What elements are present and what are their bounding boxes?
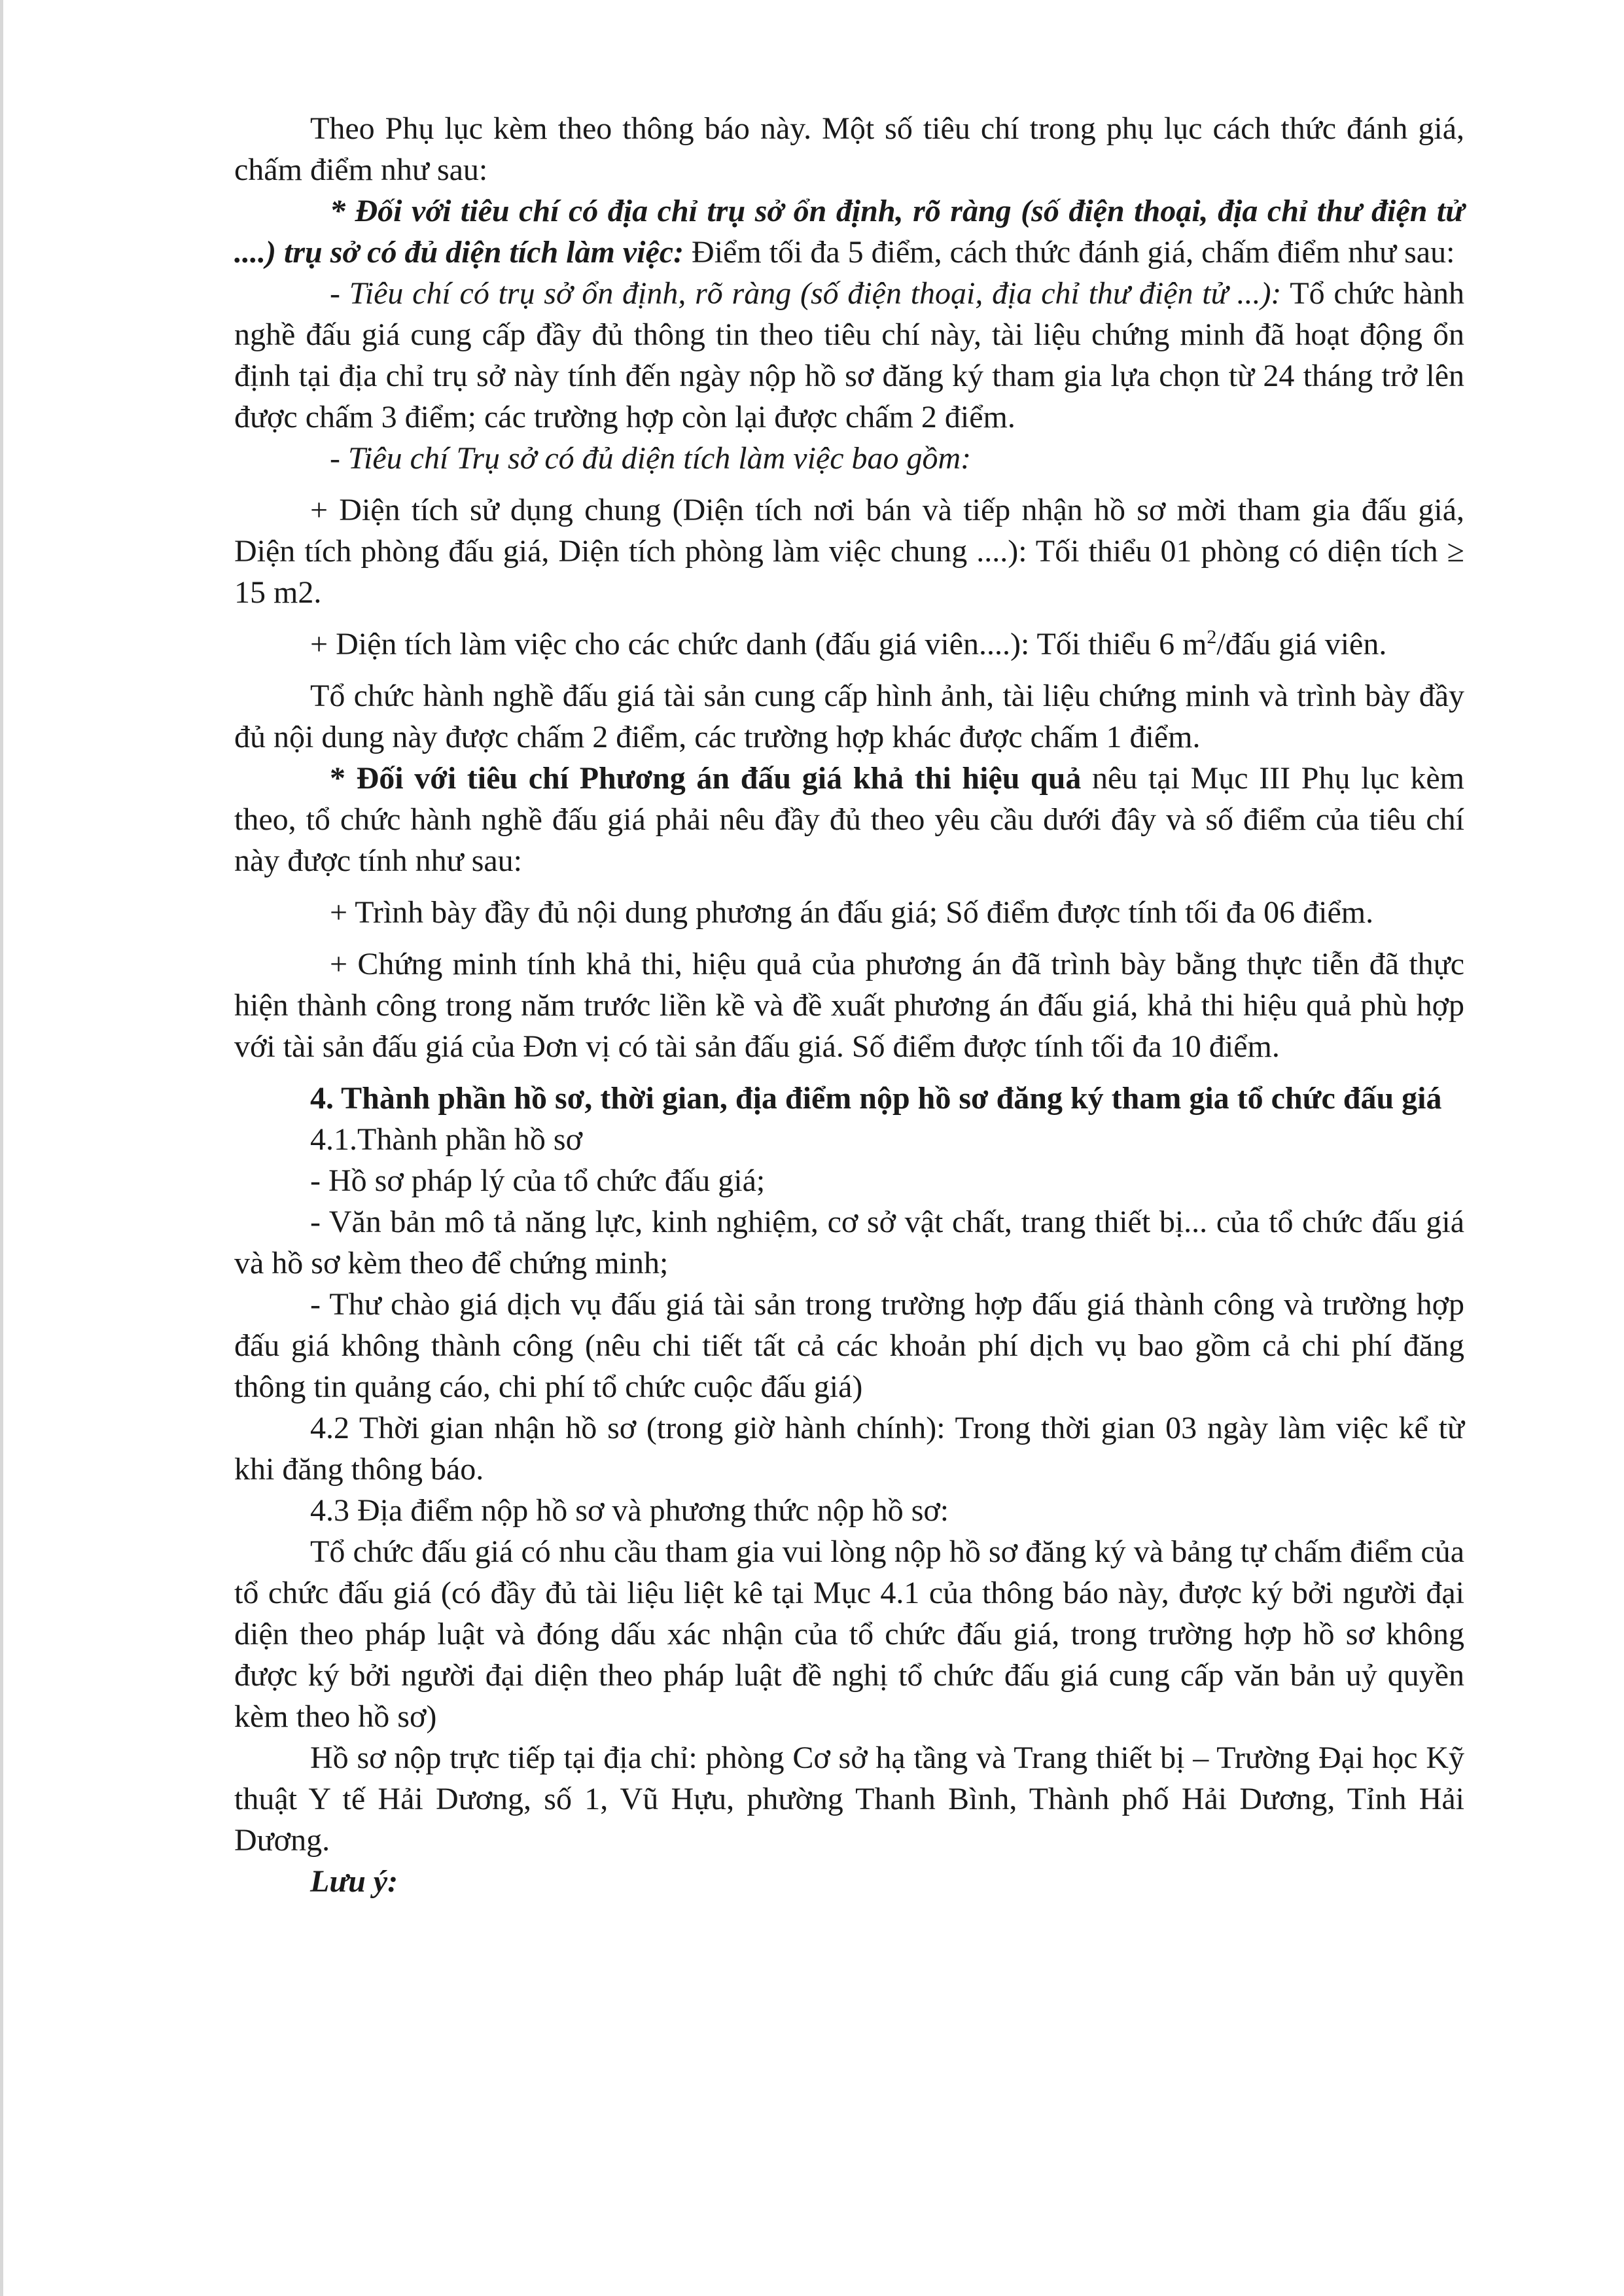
shared-area-item: + Diện tích sử dụng chung (Diện tích nơi bán và tiếp nhận hồ sơ mời tham gia đấu giá, Diện tích phòng đấu giá, Diện tích phòng làm việc chung ....): Tối thiểu 01 phòng có diện tích ≥ 15 m2. (234, 493, 1464, 610)
stable-office-heading: - Tiêu chí có trụ sở ổn định, rõ ràng (số điện thoại, địa chỉ thư điện tử ...): (330, 276, 1282, 311)
staff-area-text-b: /đấu giá viên. (1216, 627, 1387, 662)
office-scoring-paragraph: Tổ chức hành nghề đấu giá tài sản cung cấp hình ảnh, tài liệu chứng minh và trình bày đầy đủ nội dung này được chấm 2 điểm, các trường hợp khác được chấm 1 điểm. (234, 679, 1464, 754)
subsection-4-2: 4.2 Thời gian nhận hồ sơ (trong giờ hành chính): Trong thời gian 03 ngày làm việc kể từ khi đăng thông báo. (234, 1411, 1464, 1487)
plan-criterion-heading: * Đối với tiêu chí Phương án đấu giá khả thi hiệu quả (330, 761, 1082, 796)
office-criterion-heading: * Đối với tiêu chí có địa chỉ trụ sở ổn định, rõ ràng (số điện thoại, địa chỉ thư điện tử ....) trụ sở có đủ diện tích làm việc: (234, 194, 1464, 270)
staff-area-item (234, 624, 1464, 665)
stable-office-text: Tổ chức hành nghề đấu giá cung cấp đầy đủ thông tin theo tiêu chí này, tài liệu chứng minh đã hoạt động ổn định tại địa chỉ trụ sở này tính đến ngày nộp hồ sơ đăng ký tham gia lựa chọn từ 24 tháng trở lên được chấm 3 điểm; các trường hợp còn lại được chấm 2 điểm. (234, 276, 1465, 434)
doc-item-legal: - Hồ sơ pháp lý của tổ chức đấu giá; (310, 1163, 766, 1198)
staff-area-text-a: + Diện tích làm việc cho các chức danh (đấu giá viên....): Tối thiểu 6 m (310, 627, 1207, 662)
work-area-heading: - Tiêu chí Trụ sở có đủ diện tích làm việc bao gồm: (330, 441, 972, 476)
subsection-4-3: 4.3 Địa điểm nộp hồ sơ và phương thức nộp hồ sơ: (310, 1493, 949, 1528)
office-criterion-text: Điểm tối đa 5 điểm, cách thức đánh giá, chấm điểm như sau: (684, 235, 1455, 270)
plan-criterion-paragraph (234, 758, 1464, 881)
subsection-4-1: 4.1.Thành phần hồ sơ (310, 1122, 582, 1157)
plan-content-item: + Trình bày đầy đủ nội dung phương án đấu giá; Số điểm được tính tối đa 06 điểm. (330, 895, 1374, 930)
superscript: 2 (1207, 626, 1217, 648)
submission-address: Hồ sơ nộp trực tiếp tại địa chỉ: phòng Cơ sở hạ tầng và Trang thiết bị – Trường Đại học Kỹ thuật Y tế Hải Dương, số 1, Vũ Hựu, phường Thanh Bình, Thành phố Hải Dương, Tỉnh Hải Dương. (234, 1740, 1464, 1858)
doc-item-capability: - Văn bản mô tả năng lực, kinh nghiệm, cơ sở vật chất, trang thiết bị... của tổ chức đấu giá và hồ sơ kèm theo để chứng minh; (234, 1205, 1464, 1280)
section-4-heading: 4. Thành phần hồ sơ, thời gian, địa điểm nộp hồ sơ đăng ký tham gia tổ chức đấu giá (310, 1081, 1442, 1116)
submission-instructions: Tổ chức đấu giá có nhu cầu tham gia vui lòng nộp hồ sơ đăng ký và bảng tự chấm điểm của tổ chức đấu giá (có đầy đủ tài liệu liệt kê tại Mục 4.1 của thông báo này, được ký bởi người đại diện theo pháp luật và đóng dấu xác nhận của tổ chức đấu giá, trong trường hợp hồ sơ không được ký bởi người đại diện theo pháp luật đề nghị tổ chức đấu giá cung cấp văn bản uỷ quyền kèm theo hồ sơ) (234, 1534, 1464, 1734)
stable-office-paragraph (234, 273, 1464, 438)
document-page (234, 108, 1464, 1902)
doc-item-price-offer: - Thư chào giá dịch vụ đấu giá tài sản trong trường hợp đấu giá thành công và trường hợp đấu giá không thành công (nêu chi tiết tất cả các khoản phí dịch vụ bao gồm cả chi phí đăng thông tin quảng cáo, chi phí tổ chức cuộc đấu giá) (234, 1287, 1464, 1404)
plan-criterion-text: nêu tại Mục III Phụ lục kèm theo, tổ chức hành nghề đấu giá phải nêu đầy đủ theo yêu cầu dưới đây và số điểm của tiêu chí này được tính như sau: (234, 761, 1464, 878)
scan-edge (0, 0, 3, 2296)
office-criterion-paragraph (234, 190, 1464, 273)
plan-feasibility-item: + Chứng minh tính khả thi, hiệu quả của phương án đã trình bày bằng thực tiễn đã thực hiện thành công trong năm trước liền kề và đề xuất phương án đấu giá, khả thi hiệu quả phù hợp với tài sản đấu giá của Đơn vị có tài sản đấu giá. Số điểm được tính tối đa 10 điểm. (234, 947, 1464, 1064)
intro-paragraph: Theo Phụ lục kèm theo thông báo này. Một số tiêu chí trong phụ lục cách thức đánh giá, chấm điểm như sau: (234, 111, 1464, 187)
note-heading: Lưu ý: (310, 1864, 398, 1899)
